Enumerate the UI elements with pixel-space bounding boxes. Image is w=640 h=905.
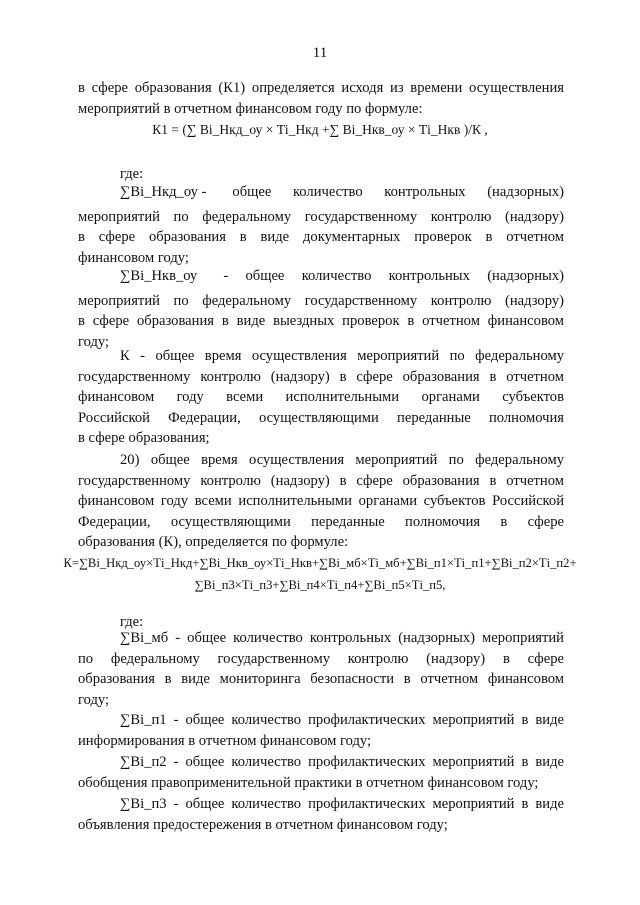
definition-nkv [78, 266, 564, 352]
text-line: Федерации, осуществляющими переданные полномочия в сфере [78, 513, 564, 530]
text-line: в сфере образования в виде выездных проверок в отчетном финансовом [78, 313, 564, 330]
text-line: финансовом году всеми исполнительными органами субъектов [78, 389, 564, 406]
definition-mb [78, 628, 564, 710]
text-line: информирования в отчетном финансовом году; [78, 732, 372, 749]
formula-k-line-2: ∑Вi_п3×Тi_п3+∑Вi_п4×Тi_п4+∑Вi_п5×Тi_п5, [194, 578, 446, 592]
item-20-paragraph [78, 450, 564, 553]
text-line: мероприятий в отчетном финансовом году по формуле: [78, 100, 423, 117]
formula-symbol: ∑Вi_Нкв_оу [120, 268, 198, 284]
text-line: в сфере образования; [78, 430, 210, 447]
text-line: образования в виде мониторинга безопасности в отчетном финансовом [78, 671, 564, 688]
text-line: ∑Вi_п2 - общее количество профилактических мероприятий в виде [120, 754, 564, 770]
formula-k1: К1 = (∑ Вi_Нкд_оу × Тi_Нкд +∑ Вi_Нкв_оу × Тi_Нкв )/К , [152, 122, 488, 137]
text-line: году; [78, 691, 110, 708]
text-line: финансовом году всеми исполнительными органами субъектов Российской [78, 493, 564, 510]
text-line: году; [78, 333, 110, 350]
text-line: Российской Федерации, осуществляющими переданные полномочия [78, 409, 564, 426]
text-line: ∑Вi_п1 - общее количество профилактических мероприятий в виде [120, 712, 564, 728]
where-label: где: [120, 166, 144, 182]
definition-p1 [78, 710, 564, 751]
formula-k-line-1: К=∑Вi_Нкд_оу×Тi_Нкд+∑Вi_Нкв_оу×Тi_Нкв+∑Вi_мб×Тi_мб+∑Вi_п1×Тi_п1+∑Вi_п2×Тi_п2+ [63, 556, 577, 570]
text-line: общее количество контрольных (надзорных) [232, 184, 564, 200]
text-line: мероприятий по федеральному государственному контролю (надзору) [78, 292, 564, 309]
page-number: 11 [312, 45, 328, 61]
text-line: - общее количество контрольных (надзорных) [223, 268, 564, 284]
text-line: государственному контролю (надзору) в сфере образования в отчетном [78, 472, 564, 489]
formula-symbol: ∑Вi_Нкд_оу - [120, 184, 207, 200]
text-line: ∑Вi_п3 - общее количество профилактических мероприятий в виде [120, 796, 564, 812]
text-line: образования (К), определяется по формуле: [78, 534, 349, 551]
text-line: мероприятий по федеральному государственному контролю (надзору) [78, 208, 564, 225]
where-label: где: [120, 614, 144, 630]
text-line: финансовом году; [78, 249, 189, 266]
text-line: в сфере образования в виде документарных проверок в отчетном [78, 229, 564, 246]
text-line: К - общее время осуществления мероприятий по федеральному [120, 348, 564, 364]
text-line: объявления предостережения в отчетном финансовом году; [78, 816, 448, 833]
text-line: 20) общее время осуществления мероприятий по федеральному [120, 452, 564, 468]
intro-paragraph [78, 78, 564, 119]
definition-k [78, 346, 564, 449]
text-line: обобщения правоприменительной практики в отчетном финансовом году; [78, 774, 539, 791]
definition-p2 [78, 752, 564, 793]
text-line: государственному контролю (надзору) в сфере образования в отчетном [78, 368, 564, 385]
definition-p3 [78, 794, 564, 835]
definition-nkd [78, 182, 564, 268]
text-line: в сфере образования (К1) определяется исходя из времени осуществления [78, 80, 564, 96]
text-line: по федеральному государственному контролю (надзору) в сфере [78, 650, 564, 667]
text-line: ∑Вi_мб - общее количество контрольных (надзорных) мероприятий [120, 630, 564, 646]
